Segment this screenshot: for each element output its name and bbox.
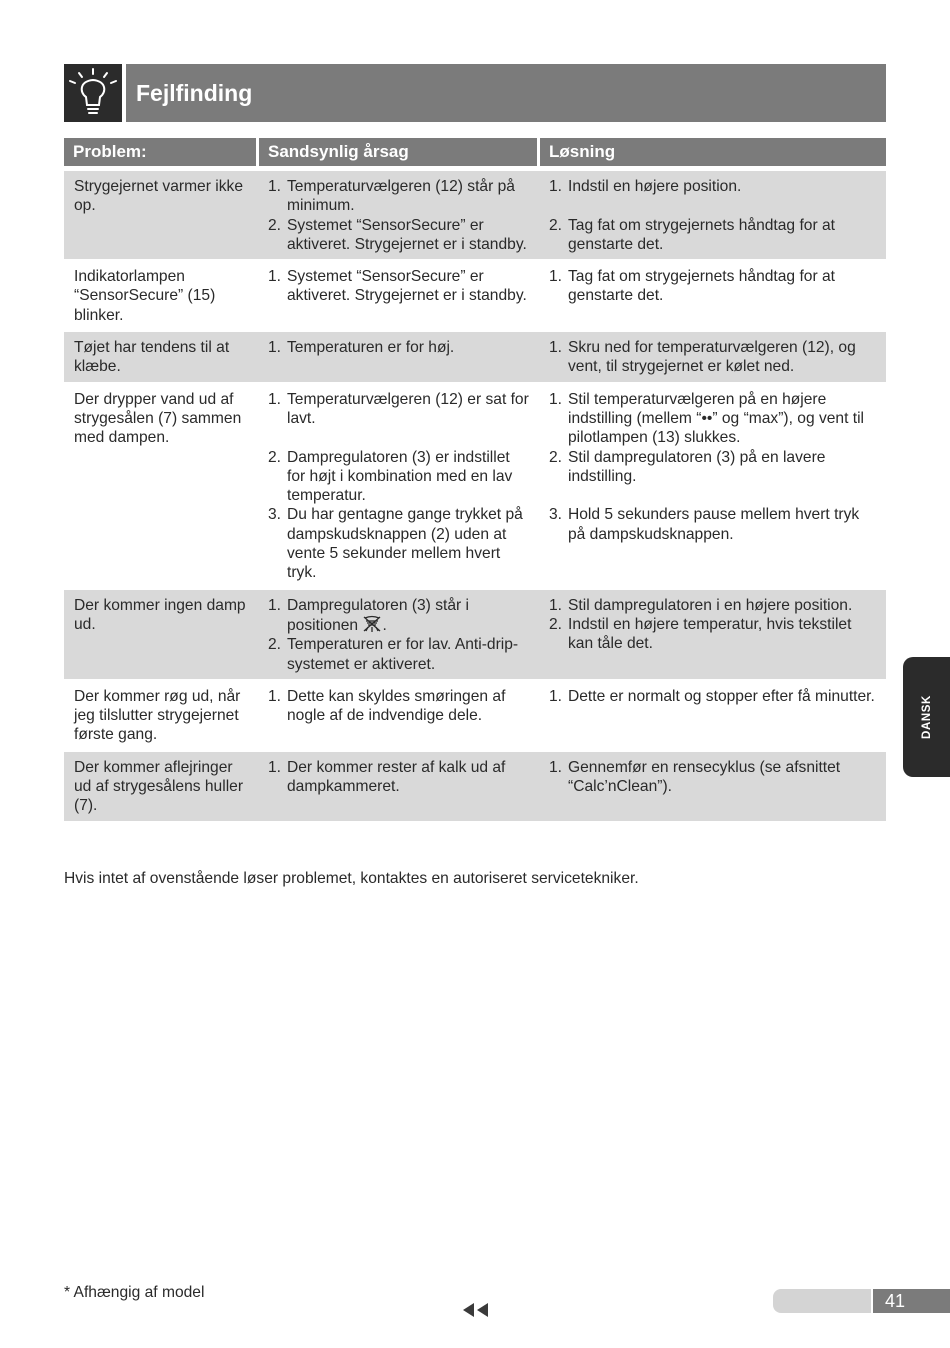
table-row xyxy=(64,752,886,821)
table-row xyxy=(64,590,886,679)
item-number: 1. xyxy=(268,268,282,286)
solution-item xyxy=(549,448,880,487)
item-text-suffix: . xyxy=(382,616,387,634)
footnote: Hvis intet af ovenstående løser problemet, kontaktes en autoriseret servicetekniker. xyxy=(64,870,639,887)
item-number: 1. xyxy=(549,596,563,614)
item-text: Gennemfør en rensecyklus (se afsnittet “Calc’nClean”). xyxy=(568,758,841,796)
item-number: 1. xyxy=(549,268,563,286)
item-text: Temperaturen er for lav. Anti-drip-systemet er aktiveret. xyxy=(287,636,519,673)
solution-item xyxy=(549,177,880,196)
solution-cell xyxy=(540,332,886,382)
problem-cell: Der kommer aflejringer ud af strygesålens huller (7). xyxy=(74,758,244,815)
item-number: 3. xyxy=(549,506,563,524)
troubleshooting-table xyxy=(64,138,886,823)
cause-item xyxy=(268,177,531,216)
item-number: 1. xyxy=(549,390,563,408)
solution-cell xyxy=(540,171,886,259)
item-number: 1. xyxy=(268,178,282,195)
item-number: 1. xyxy=(268,339,282,357)
problem-cell: Tøjet har tendens til at klæbe. xyxy=(74,339,230,376)
item-number: 2. xyxy=(549,615,563,633)
item-text: Indstil en højere position. xyxy=(568,178,742,195)
solution-item xyxy=(549,390,880,448)
solution-item xyxy=(549,267,880,306)
table-row xyxy=(64,171,886,259)
item-number: 1. xyxy=(549,758,563,776)
solution-item xyxy=(549,687,880,706)
item-text: Hold 5 sekunders pause mellem hvert tryk på dampskudsknappen. xyxy=(568,506,860,543)
item-text: Temperaturen er for høj. xyxy=(287,339,455,357)
cause-item xyxy=(268,216,531,255)
item-text: Skru ned for temperaturvælgeren (12), og vent, til strygejernet er kølet ned. xyxy=(568,339,856,376)
item-text: Tag fat om strygejernets håndtag for at genstarte det. xyxy=(568,216,835,253)
cause-cell xyxy=(259,681,537,750)
page-bar xyxy=(773,1289,871,1313)
language-label: DANSK xyxy=(920,695,933,739)
back-arrows-icon[interactable] xyxy=(462,1302,490,1318)
item-number: 1. xyxy=(268,596,282,614)
table-body xyxy=(64,171,886,821)
item-text: Du har gentagne gange trykket på dampskudsknappen (2) uden at vente 5 sekunder mellem hvert tryk. xyxy=(287,506,523,582)
cause-cell xyxy=(259,171,537,259)
cause-cell xyxy=(259,590,537,679)
item-text: Systemet “SensorSecure” er aktiveret. Strygejernet er i standby. xyxy=(287,268,527,305)
solution-item xyxy=(549,758,880,797)
solution-item xyxy=(549,216,880,255)
section-header xyxy=(64,64,886,122)
cause-item xyxy=(268,338,531,357)
item-text: Temperaturvælgeren (12) er sat for lavt. xyxy=(287,390,529,427)
item-text: Dampregulatoren (3) er indstillet for højt i kombination med en lav temperatur. xyxy=(287,448,513,505)
no-steam-icon xyxy=(362,615,382,633)
item-text: Tag fat om strygejernets håndtag for at genstarte det. xyxy=(568,268,835,305)
cause-cell xyxy=(259,384,537,588)
problem-cell: Der kommer røg ud, når jeg tilslutter strygejernet første gang. xyxy=(74,687,241,744)
item-text: Dette er normalt og stopper efter få minutter. xyxy=(568,687,875,705)
problem-cell: Der drypper vand ud af strygesålen (7) sammen med dampen. xyxy=(74,390,242,447)
item-text: Stil dampregulatoren i en højere position. xyxy=(568,596,853,614)
lightbulb-icon xyxy=(64,64,122,122)
cause-item xyxy=(268,390,531,429)
column-header-problem: Problem: xyxy=(64,138,256,166)
solution-item xyxy=(549,615,880,654)
cause-item xyxy=(268,596,531,636)
column-header-cause: Sandsynlig årsag xyxy=(259,138,537,166)
item-number: 3. xyxy=(268,506,282,524)
item-text xyxy=(287,596,531,636)
solution-cell xyxy=(540,261,886,330)
header-icon-box xyxy=(64,64,122,122)
item-number: 2. xyxy=(549,216,563,234)
item-text: Stil temperaturvælgeren på en højere indstilling (mellem “••” og “max”), og vent til pilotlampen (13) slukkes. xyxy=(568,390,865,447)
model-note: * Afhængig af model xyxy=(64,1284,205,1301)
cause-item xyxy=(268,635,531,674)
item-number: 1. xyxy=(268,390,282,408)
item-text: Dette kan skyldes smøringen af nogle af de indvendige dele. xyxy=(287,687,506,725)
problem-cell: Indikatorlampen “SensorSecure” (15) blinker. xyxy=(74,268,216,324)
item-number: 2. xyxy=(268,636,282,654)
table-header-row xyxy=(64,138,886,166)
cause-cell xyxy=(259,752,537,821)
table-row xyxy=(64,332,886,382)
item-number: 2. xyxy=(268,448,282,466)
cause-item xyxy=(268,267,531,306)
solution-item xyxy=(549,338,880,377)
language-tab xyxy=(903,657,950,777)
table-row xyxy=(64,384,886,588)
item-number: 2. xyxy=(549,448,563,466)
solution-cell xyxy=(540,681,886,750)
item-number: 1. xyxy=(549,339,563,357)
solution-item xyxy=(549,505,880,544)
table-row xyxy=(64,681,886,750)
header-bar xyxy=(126,64,886,122)
item-number: 2. xyxy=(268,216,282,234)
cause-cell xyxy=(259,261,537,330)
problem-cell: Der kommer ingen damp ud. xyxy=(74,596,246,633)
cause-cell xyxy=(259,332,537,382)
item-text: Stil dampregulatoren (3) på en lavere indstilling. xyxy=(568,448,826,485)
item-text: Indstil en højere temperatur, hvis tekstilet kan tåle det. xyxy=(568,615,852,653)
problem-cell: Strygejernet varmer ikke op. xyxy=(74,178,243,215)
item-number: 1. xyxy=(268,758,282,776)
solution-cell xyxy=(540,590,886,679)
cause-item xyxy=(268,687,531,726)
cause-item xyxy=(268,448,531,506)
item-number: 1. xyxy=(268,687,282,705)
solution-cell xyxy=(540,384,886,588)
cause-item xyxy=(268,505,531,582)
solution-cell xyxy=(540,752,886,821)
item-number: 1. xyxy=(549,687,563,705)
page-number: 41 xyxy=(873,1289,950,1313)
item-number: 1. xyxy=(549,178,563,195)
table-row xyxy=(64,261,886,330)
page-title: Fejlfinding xyxy=(136,80,253,106)
item-text: Temperaturvælgeren (12) står på minimum. xyxy=(287,178,515,215)
item-text: Systemet “SensorSecure” er aktiveret. Strygejernet er i standby. xyxy=(287,216,527,253)
solution-item xyxy=(549,596,880,615)
cause-item xyxy=(268,758,531,797)
item-text: Der kommer rester af kalk ud af dampkammeret. xyxy=(287,758,506,796)
item-text-body: Dampregulatoren (3) står i positionen xyxy=(287,596,470,634)
column-header-solution: Løsning xyxy=(540,138,886,166)
